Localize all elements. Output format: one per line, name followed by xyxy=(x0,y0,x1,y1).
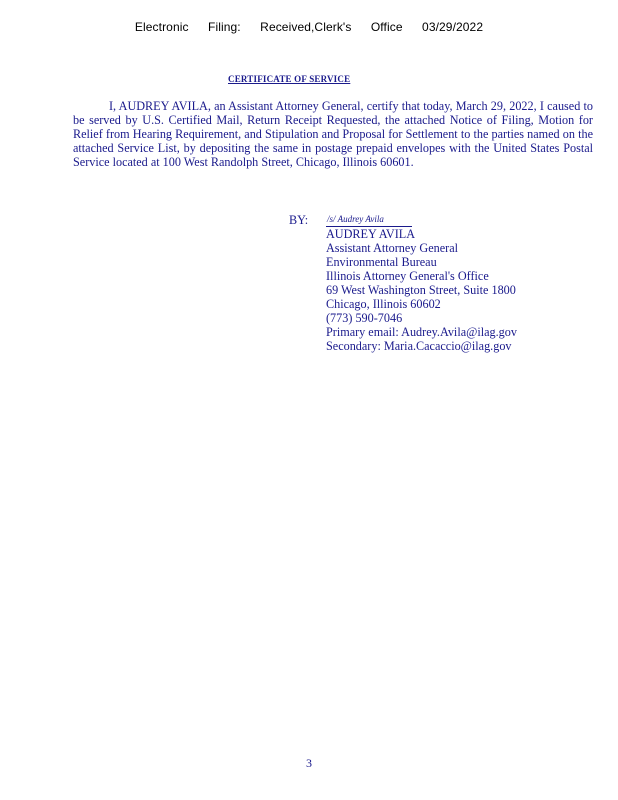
signer-office: Illinois Attorney General's Office xyxy=(326,269,489,283)
signer-city: Chicago, Illinois 60602 xyxy=(326,297,441,311)
header-received: Received,Clerk's xyxy=(260,20,352,34)
electronic-signature: /s/ Audrey Avila xyxy=(326,213,412,227)
signer-bureau: Environmental Bureau xyxy=(326,255,437,269)
page-number: 3 xyxy=(306,756,312,770)
header-electronic: Electronic xyxy=(134,20,189,34)
signer-phone: (773) 590-7046 xyxy=(326,311,403,325)
signer-name: AUDREY AVILA xyxy=(326,227,416,241)
signer-secondary-email: Secondary: Maria.Cacaccio@ilag.gov xyxy=(326,339,512,353)
by-label: BY: xyxy=(289,213,309,227)
header-office: Office xyxy=(370,20,403,34)
signer-title: Assistant Attorney General xyxy=(326,241,459,255)
header-date: 03/29/2022 xyxy=(422,20,484,34)
header-filing: Filing: xyxy=(208,20,241,34)
signer-details xyxy=(326,227,586,353)
document-title: CERTIFICATE OF SERVICE xyxy=(228,74,351,84)
certificate-paragraph: I, AUDREY AVILA, an Assistant Attorney General, certify that today, March 29, 2022, I caused to be served by U.S. Certified Mail, Return Receipt Requested, the attached Notice of Filing, Motion for Relief from Hearing Requirement, and Stipulation and Proposal for Settlement to the parties named on the attached Service List, by depositing the same in postage prepaid envelopes with the United States Postal Service located at 100 West Randolph Street, Chicago, Illinois 60601. xyxy=(73,99,593,169)
certificate-body xyxy=(73,99,593,169)
signer-street: 69 West Washington Street, Suite 1800 xyxy=(326,283,516,297)
filing-stamp-header xyxy=(0,20,618,34)
signer-primary-email: Primary email: Audrey.Avila@ilag.gov xyxy=(326,325,517,339)
